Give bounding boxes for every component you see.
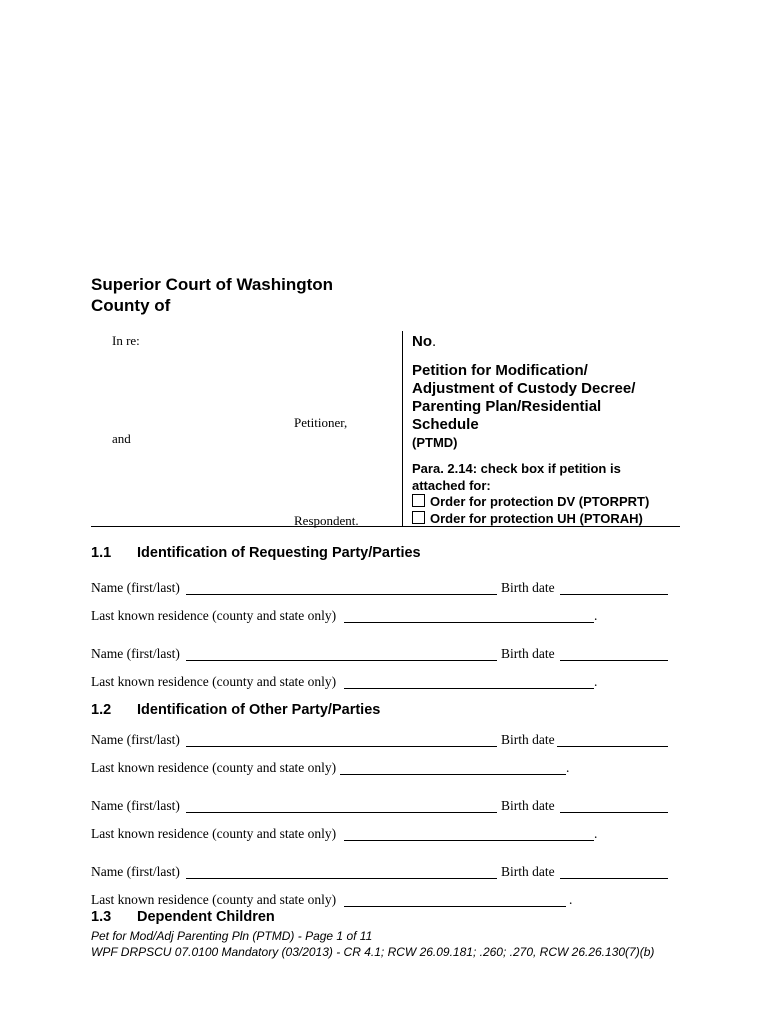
form-code: (PTMD) <box>412 435 458 450</box>
birth-date-label: Birth date <box>501 646 555 661</box>
name-input[interactable] <box>186 812 497 813</box>
para-instruction-line: Para. 2.14: check box if petition is <box>412 461 621 476</box>
name-label: Name (first/last) <box>91 732 180 747</box>
residence-period: . <box>569 892 573 907</box>
birth-date-input[interactable] <box>560 660 668 661</box>
residence-period: . <box>566 760 570 775</box>
footer-page-info: Pet for Mod/Adj Parenting Pln (PTMD) - Page 1 of 11 <box>91 929 373 943</box>
residence-input[interactable] <box>344 840 594 841</box>
respondent-label: Respondent. <box>294 513 359 528</box>
residence-label: Last known residence (county and state only) <box>91 674 337 689</box>
name-label: Name (first/last) <box>91 580 180 595</box>
case-number-period: . <box>432 333 437 350</box>
section-1-3-heading <box>91 909 275 925</box>
petition-title-line: Schedule <box>412 416 479 433</box>
name-input[interactable] <box>186 878 497 879</box>
option-dv-label: Order for protection DV (PTORPRT) <box>430 494 650 509</box>
option-uh-label: Order for protection UH (PTORAH) <box>430 511 643 526</box>
residence-label: Last known residence (county and state only) <box>91 892 337 907</box>
birth-date-label: Birth date <box>501 864 555 879</box>
residence-label: Last known residence (county and state only) <box>91 608 337 623</box>
option-dv[interactable] <box>412 493 649 510</box>
residence-label: Last known residence (county and state only) <box>91 760 337 775</box>
dv-checkbox[interactable] <box>412 494 425 507</box>
birth-date-label: Birth date <box>501 580 555 595</box>
case-number <box>412 333 436 350</box>
section-1-2-heading <box>91 702 380 718</box>
residence-label: Last known residence (county and state only) <box>91 826 337 841</box>
in-re-label: In re: <box>112 333 140 348</box>
petition-title-line: Adjustment of Custody Decree/ <box>412 380 636 397</box>
residence-period: . <box>594 826 598 841</box>
residence-input[interactable] <box>340 774 566 775</box>
name-label: Name (first/last) <box>91 864 180 879</box>
county-label: County of <box>91 296 171 315</box>
para-instruction <box>412 460 621 494</box>
section-title: Dependent Children <box>137 909 275 925</box>
para-instruction-line: attached for: <box>412 478 491 493</box>
section-number: 1.1 <box>91 545 112 561</box>
name-label: Name (first/last) <box>91 798 180 813</box>
section-number: 1.3 <box>91 909 112 925</box>
petition-title <box>412 362 635 434</box>
residence-input[interactable] <box>344 688 594 689</box>
residence-input[interactable] <box>344 622 594 623</box>
section-number: 1.2 <box>91 702 112 718</box>
name-input[interactable] <box>186 660 497 661</box>
and-label: and <box>112 431 131 446</box>
section-title: Identification of Other Party/Parties <box>137 702 381 718</box>
name-label: Name (first/last) <box>91 646 180 661</box>
residence-period: . <box>594 674 598 689</box>
caption-divider <box>402 331 403 527</box>
birth-date-input[interactable] <box>560 594 668 595</box>
birth-date-input[interactable] <box>560 878 668 879</box>
petitioner-label: Petitioner, <box>294 415 348 430</box>
footer-form-reference: WPF DRPSCU 07.0100 Mandatory (03/2013) - CR 4.1; RCW 26.09.181; .260; .270, RCW 26.26.130(7)(b) <box>91 945 655 959</box>
residence-period: . <box>594 608 598 623</box>
petition-title-line: Parenting Plan/Residential <box>412 398 602 415</box>
name-input[interactable] <box>186 746 497 747</box>
birth-date-input[interactable] <box>557 746 668 747</box>
residence-input[interactable] <box>344 906 566 907</box>
birth-date-label: Birth date <box>501 732 555 747</box>
name-input[interactable] <box>186 594 497 595</box>
court-title: Superior Court of Washington <box>91 275 334 294</box>
section-1-1-heading <box>91 545 421 561</box>
petition-title-line: Petition for Modification/ <box>412 362 588 379</box>
case-number-label: No <box>412 333 432 350</box>
uh-checkbox[interactable] <box>412 511 425 524</box>
option-uh[interactable] <box>412 510 643 527</box>
section-title: Identification of Requesting Party/Parties <box>137 545 421 561</box>
birth-date-input[interactable] <box>560 812 668 813</box>
birth-date-label: Birth date <box>501 798 555 813</box>
